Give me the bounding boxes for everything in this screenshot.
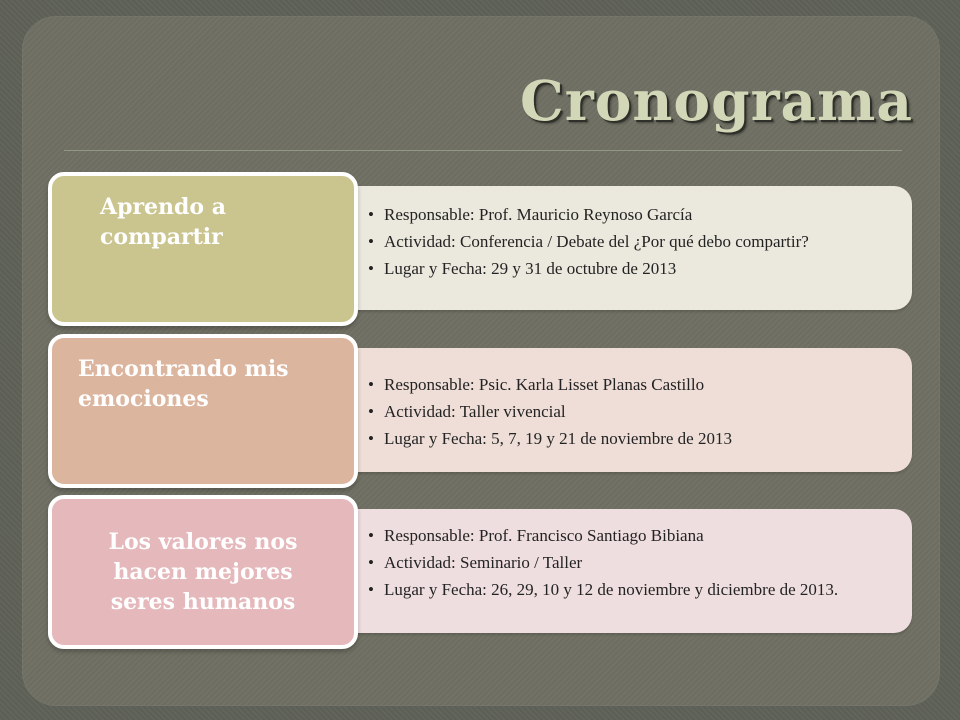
detail-item: • Actividad: Conferencia / Debate del ¿Por qué debo compartir? [366, 231, 896, 253]
label-text-1: Aprendo a compartir [100, 194, 227, 250]
detail-list-2 [366, 374, 896, 455]
slide-title: Cronograma [520, 68, 914, 133]
label-box-2 [48, 334, 358, 488]
detail-item: • Lugar y Fecha: 29 y 31 de octubre de 2013 [366, 258, 896, 280]
detail-list-1 [366, 204, 896, 285]
detail-item: • Responsable: Prof. Francisco Santiago Bibiana [366, 525, 896, 547]
title-divider [64, 150, 902, 151]
detail-item: • Responsable: Psic. Karla Lisset Planas Castillo [366, 374, 896, 396]
detail-item: • Lugar y Fecha: 26, 29, 10 y 12 de noviembre y diciembre de 2013. [366, 579, 896, 601]
label-box-3 [48, 495, 358, 649]
detail-card-1 [304, 186, 912, 310]
label-text-3: Los valores nos hacen mejores seres humanos [108, 529, 298, 615]
detail-list-3 [366, 525, 896, 606]
label-text-2: Encontrando mis emociones [78, 356, 289, 412]
detail-item: • Actividad: Seminario / Taller [366, 552, 896, 574]
label-box-1 [48, 172, 358, 326]
detail-item: • Lugar y Fecha: 5, 7, 19 y 21 de noviembre de 2013 [366, 428, 896, 450]
detail-item: • Responsable: Prof. Mauricio Reynoso García [366, 204, 896, 226]
detail-card-3 [304, 509, 912, 633]
detail-item: • Actividad: Taller vivencial [366, 401, 896, 423]
detail-card-2 [304, 348, 912, 472]
